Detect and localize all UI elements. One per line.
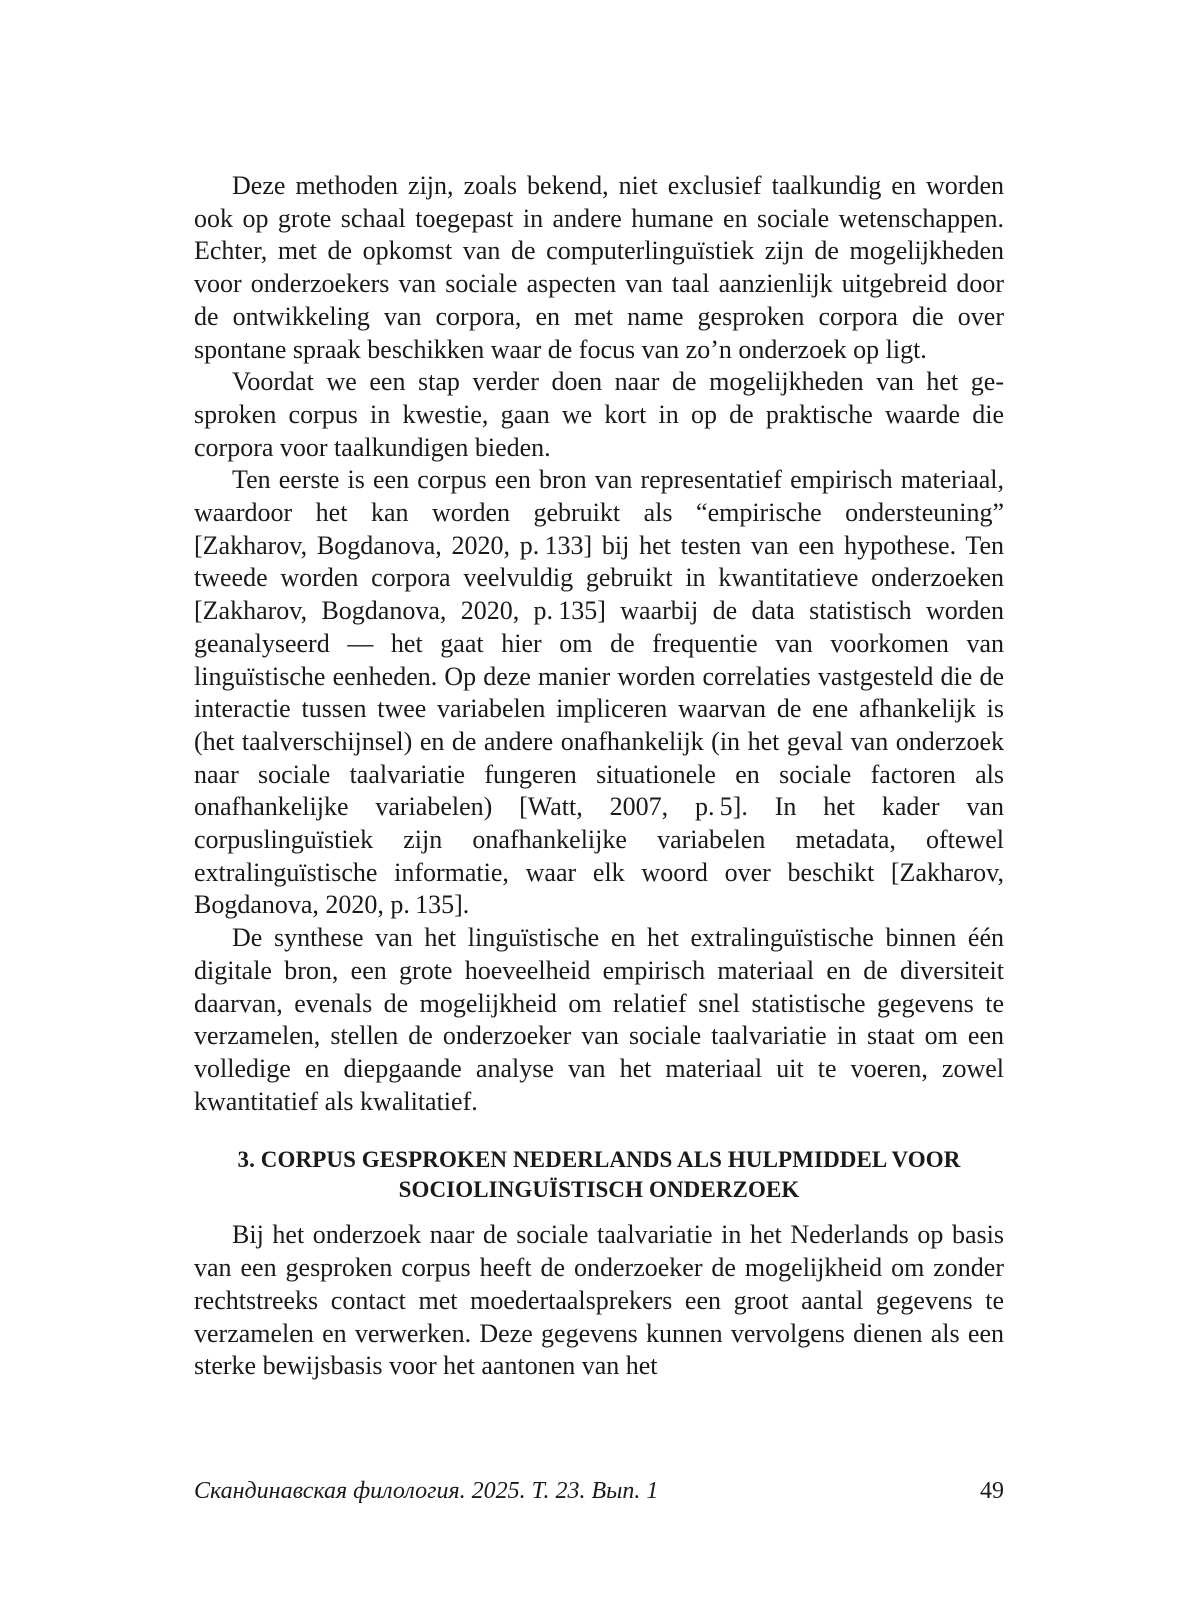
page-body — [194, 170, 1004, 1383]
paragraph-corpus-functions: Ten eerste is een corpus een bron van representatief empirisch materiaal, waardoor het kan worden gebruikt als “empirische ondersteuning” [Zakharov, Bogdanova, 2020, p. 133] bij het testen van een hypothese. Ten tweede worden corpora veelvuldig gebruikt in kwantitatieve onderzoeken [Zakharov, Bogdanova, 2020, p. 135] waarbij de data statistisch worden geanalyseerd — het gaat hier om de frequentie van voorkomen van linguïstische eenheden. Op deze manier worden correlaties vastgesteld die de interactie tussen twee variabelen impliceren waarvan de ene afhankelijk is (het taalverschijnsel) en de andere onafhankelijk (in het geval van onderzoek naar sociale taalvariatie fungeren situationele en sociale factoren als onafhankelijke variabelen) [Watt, 2007, p. 5]. In het kader van corpuslinguïstiek zijn onafhankelijke variabelen metadata, oftewel extralinguïstische informatie, waar elk woord over beschikt [Zakharov, Bogdanova, 2020, p. 135]. — [194, 465, 1004, 920]
section-heading — [194, 1145, 1004, 1205]
page-number: 49 — [980, 1478, 1004, 1504]
page-footer — [194, 1478, 1004, 1512]
section-heading-line-2: SOCIOLINGUÏSTISCH ONDERZOEK — [398, 1177, 800, 1203]
paragraph-synthesis: De synthese van het linguïstische en het extralinguïstische binnen één digitale bron, een grote hoeveelheid empirisch materiaal en de diversiteit daarvan, evenals de mogelijkheid om relatief snel statistische gegevens te verzamelen, stellen de onderzoeker van sociale taalvariatie in staat om een volledige en diepgaande analyse van het materiaal uit te voeren, zowel kwantitatief als kwalitatief. — [194, 923, 1004, 1116]
section-heading-line-1: 3. CORPUS GESPROKEN NEDERLANDS ALS HULPMIDDEL VOOR — [237, 1147, 961, 1173]
journal-citation: Скандинавская филология. 2025. Т. 23. Вып. 1 — [194, 1478, 659, 1504]
paragraph-methods: Deze methoden zijn, zoals bekend, niet exclusief taalkundig en worden ook op grote schaal toegepast in andere humane en sociale wetenschappen. Echter, met de opkomst van de computerlinguïstiek zijn de mogelijkheden voor onderzoekers van sociale aspecten van taal aanzienlijk uitgebreid door de ontwikkeling van corpora, en met name gesproken corpora die over spontane spraak beschikken waar de focus van zo’n onderzoek op ligt. — [194, 171, 1004, 364]
paragraph-section-intro: Bij het onderzoek naar de sociale taalvariatie in het Nederlands op basis van een gesproken corpus heeft de onderzoeker de mogelijkheid om zonder rechtstreeks contact met moedertaalsprekers een groot aantal gegevens te verzamelen en verwerken. Deze gegevens kunnen vervolgens dienen als een sterke bewijsbasis voor het aantonen van het — [194, 1220, 1004, 1381]
paragraph-practical-value: Voordat we een stap verder doen naar de mogelijkheden van het gesproken corpus in kwestie, gaan we kort in op de praktische waarde die corpora voor taalkundigen bieden. — [194, 367, 1004, 462]
